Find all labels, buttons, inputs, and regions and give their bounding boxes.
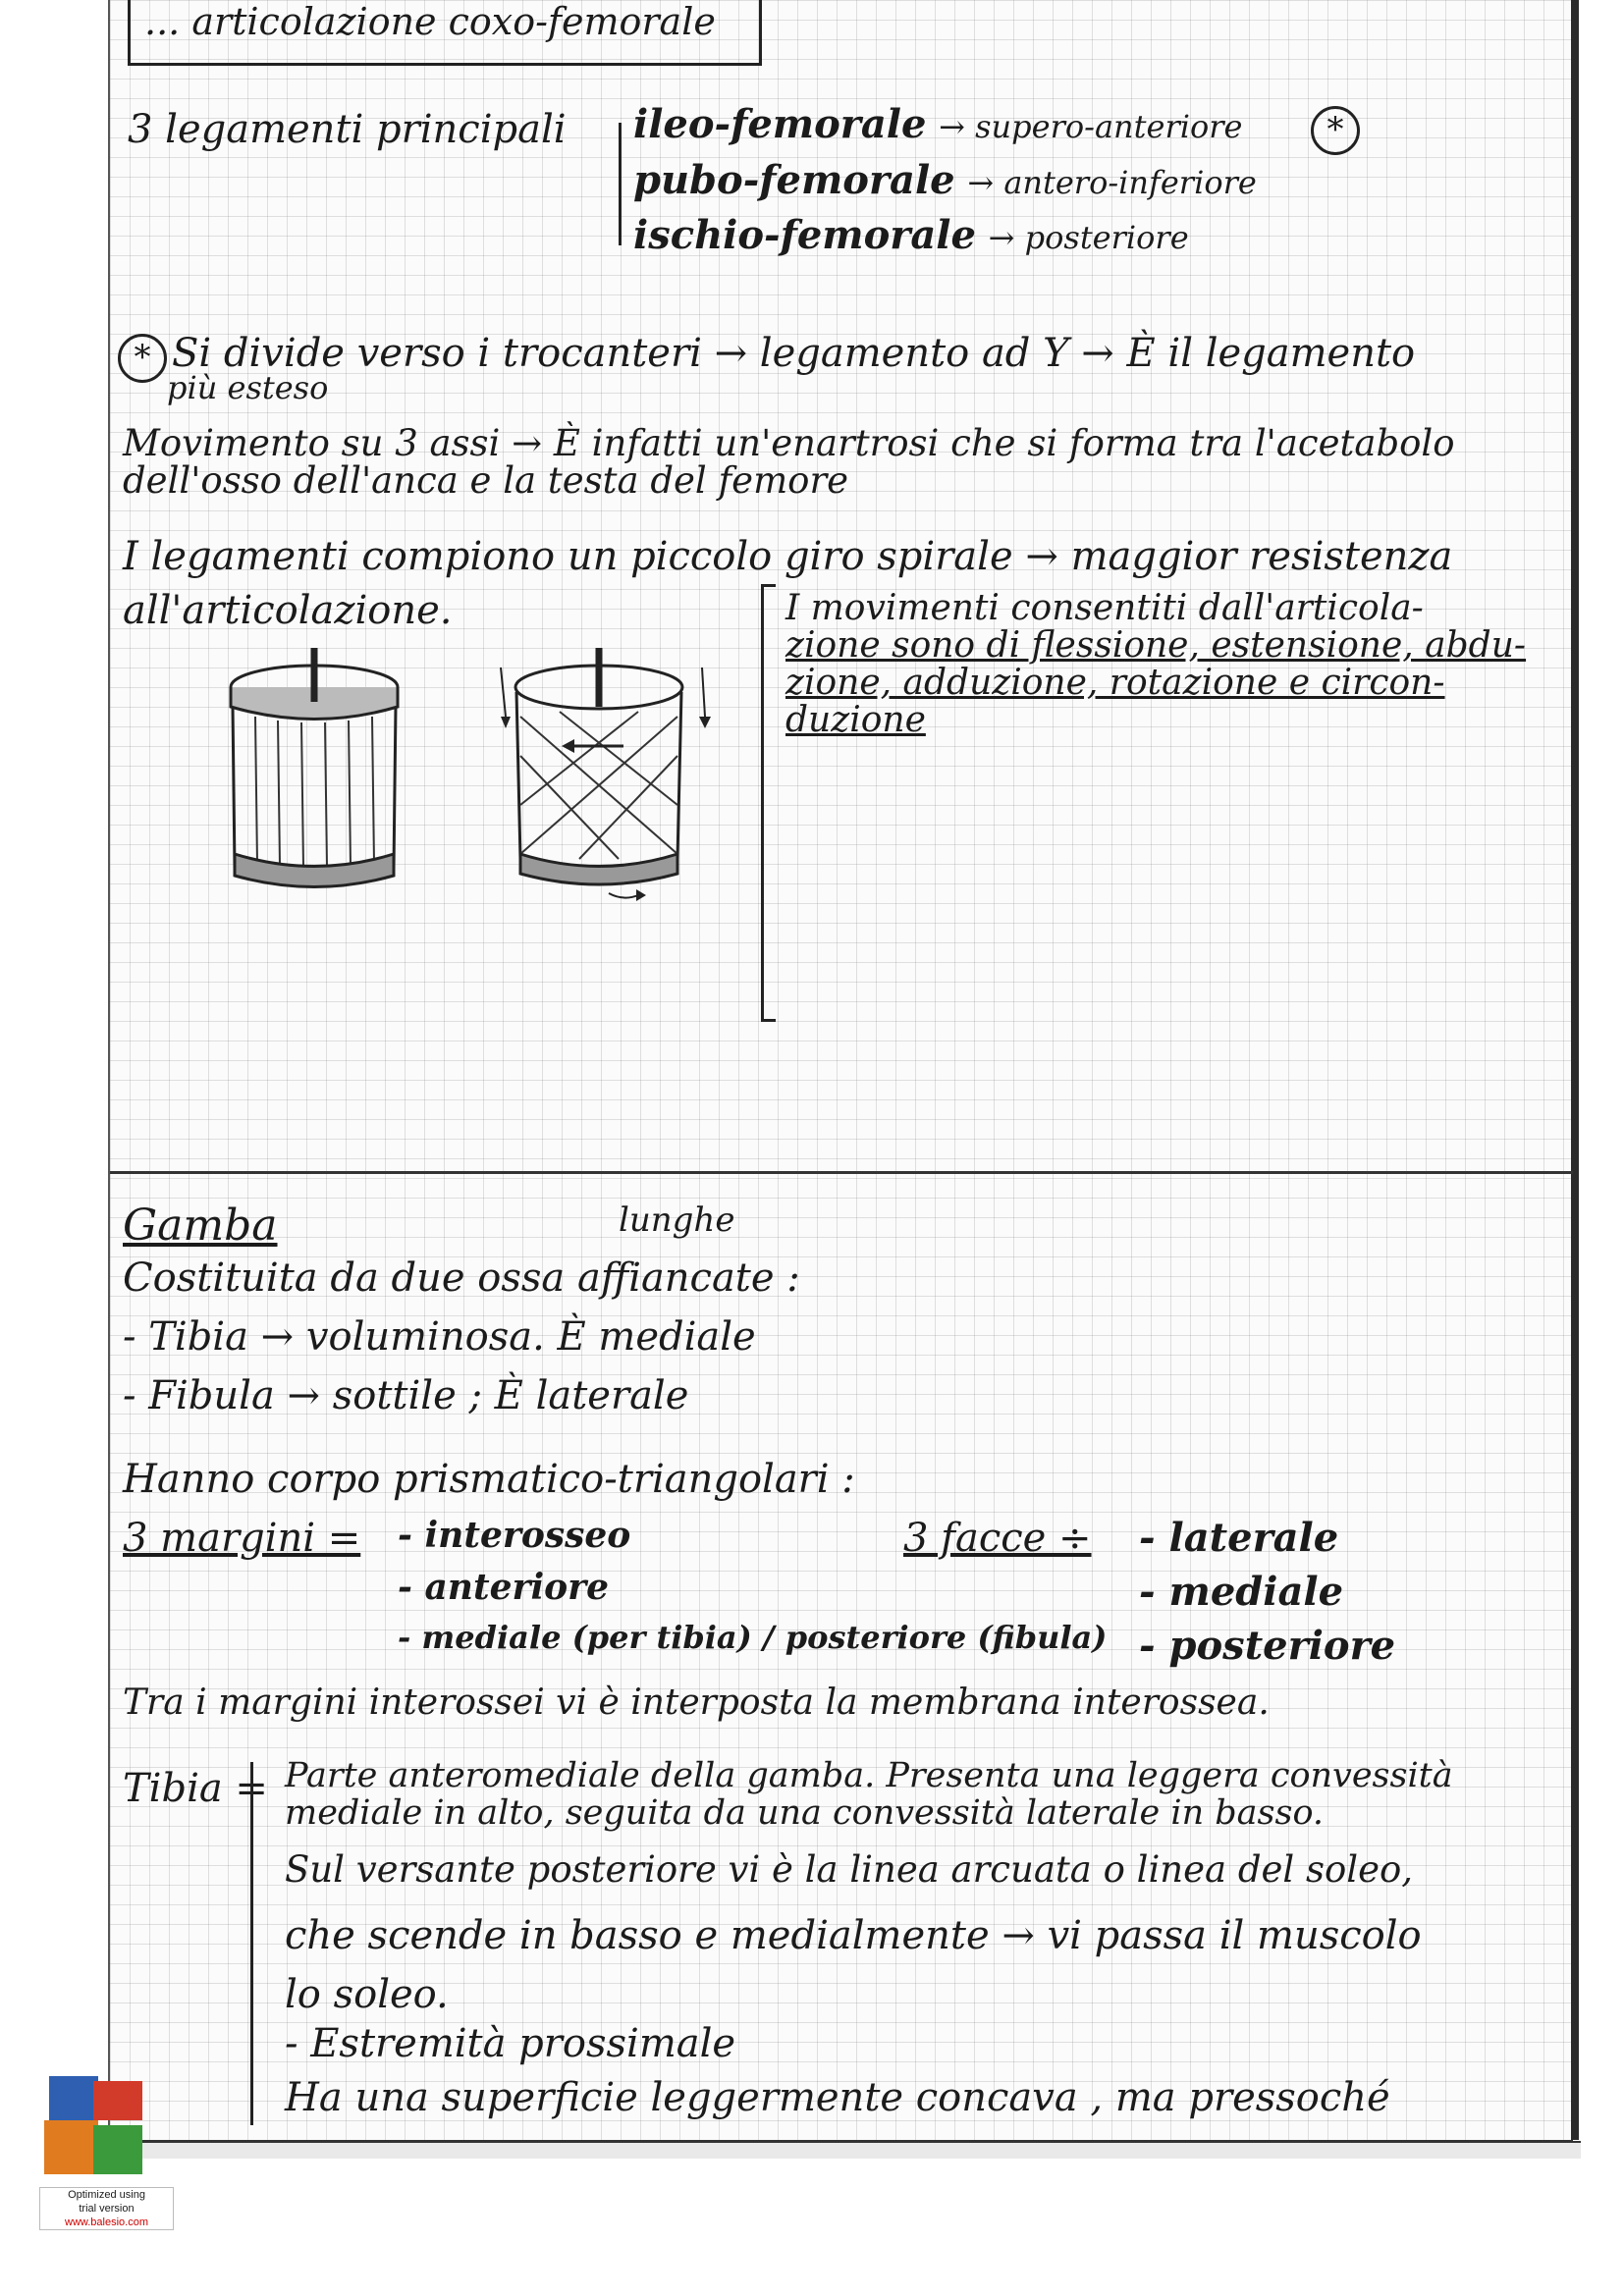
ligament-name-1: ileo-femorale [633, 101, 927, 147]
ligament-row-3 [633, 214, 1189, 257]
ligament-pos-1: → supero-anteriore [939, 108, 1243, 145]
tibia-line-4: che scende in basso e medialmente → vi passa il muscolo [285, 1913, 1422, 1958]
optimizer-line-2: trial version [79, 2203, 135, 2215]
spiral-line-b: all'articolazione. [123, 588, 453, 633]
gamba-fibula: - Fibula → sottile ; È laterale [123, 1373, 689, 1418]
note-line-a: Si divide verso i trocanteri → legamento ad Y → È il legamento [172, 331, 1416, 376]
note-line-b: più esteso [167, 369, 329, 406]
header-fragment: ... articolazione coxo-femorale [144, 0, 716, 43]
spiral-line-a: I legamenti compiono un piccolo giro spirale → maggior resistenza [123, 534, 1453, 579]
ligaments-intro: 3 legamenti principali [128, 107, 567, 152]
page-bottom-edge [108, 2141, 1581, 2159]
tibia-line-7: Ha una superficie leggermente concava , ma pressoché [285, 2075, 1390, 2120]
margine-2: - anteriore [398, 1567, 610, 1608]
tibia-line-1: Parte anteromediale della gamba. Presenta una leggera convessità [285, 1756, 1453, 1795]
optimizer-caption [39, 2187, 174, 2230]
ligament-pos-3: → posteriore [988, 219, 1189, 256]
facce-label: 3 facce ÷ [903, 1516, 1092, 1561]
tibia-line-5: lo soleo. [285, 1972, 449, 2017]
optimizer-line-3[interactable]: www.balesio.com [65, 2216, 148, 2228]
gamba-tibia: - Tibia → voluminosa. È mediale [123, 1314, 756, 1360]
box-line-4: duzione [785, 700, 926, 740]
asterisk-note-icon: * [118, 334, 167, 383]
tibia-line-6: - Estremità prossimale [285, 2021, 736, 2066]
ligament-name-2: pubo-femorale [633, 157, 955, 203]
tibia-line-3: Sul versante posteriore vi è la linea arcuata o linea del soleo, [285, 1848, 1414, 1891]
tibia-label: Tibia = [123, 1766, 268, 1811]
section-divider [110, 1171, 1573, 1174]
ligament-name-3: ischio-femorale [633, 212, 976, 258]
margini-label: 3 margini = [123, 1516, 361, 1561]
cylinder-twisted-drawing [481, 638, 717, 913]
box-line-1: I movimenti consentiti dall'articola- [785, 588, 1424, 628]
optimizer-badge [39, 2071, 172, 2287]
membrana-line: Tra i margini interossei vi è interposta la membrana interossea. [123, 1682, 1270, 1723]
tibia-bracket [250, 1762, 263, 2125]
header-box [128, 0, 762, 66]
page-edge [1571, 0, 1579, 2140]
gamba-line-1: Costituita da due ossa affiancate : [123, 1255, 800, 1301]
margine-1: - interosseo [398, 1515, 631, 1556]
box-line-2: zione sono di flessione, estensione, abdu- [785, 625, 1527, 666]
faccia-1: - laterale [1139, 1515, 1339, 1561]
ligament-row-2 [633, 159, 1257, 202]
margine-3: - mediale (per tibia) / posteriore (fibula) [398, 1619, 1108, 1656]
gamba-corpo: Hanno corpo prismatico-triangolari : [123, 1457, 855, 1502]
ligament-pos-2: → antero-inferiore [967, 164, 1257, 201]
asterisk-icon: * [1311, 106, 1360, 155]
box-line-3: zione, adduzione, rotazione e circon- [785, 663, 1445, 703]
pdf-logo-icon [39, 2071, 147, 2179]
gamba-side-word: lunghe [619, 1201, 735, 1240]
movement-line-b: dell'osso dell'anca e la testa del femore [123, 459, 849, 502]
cylinder-straight-drawing [221, 648, 407, 893]
faccia-3: - posteriore [1139, 1623, 1396, 1669]
ligament-row-1 [633, 103, 1242, 146]
gamba-title: Gamba [123, 1201, 278, 1251]
tibia-line-2: mediale in alto, seguita da una convessità laterale in basso. [285, 1793, 1325, 1833]
ligaments-bracket [619, 123, 629, 245]
movements-box-bracket [761, 584, 776, 1022]
movement-line-a: Movimento su 3 assi → È infatti un'enartrosi che si forma tra l'acetabolo [123, 422, 1455, 464]
faccia-2: - mediale [1139, 1569, 1344, 1615]
optimizer-line-1: Optimized using [68, 2189, 145, 2201]
